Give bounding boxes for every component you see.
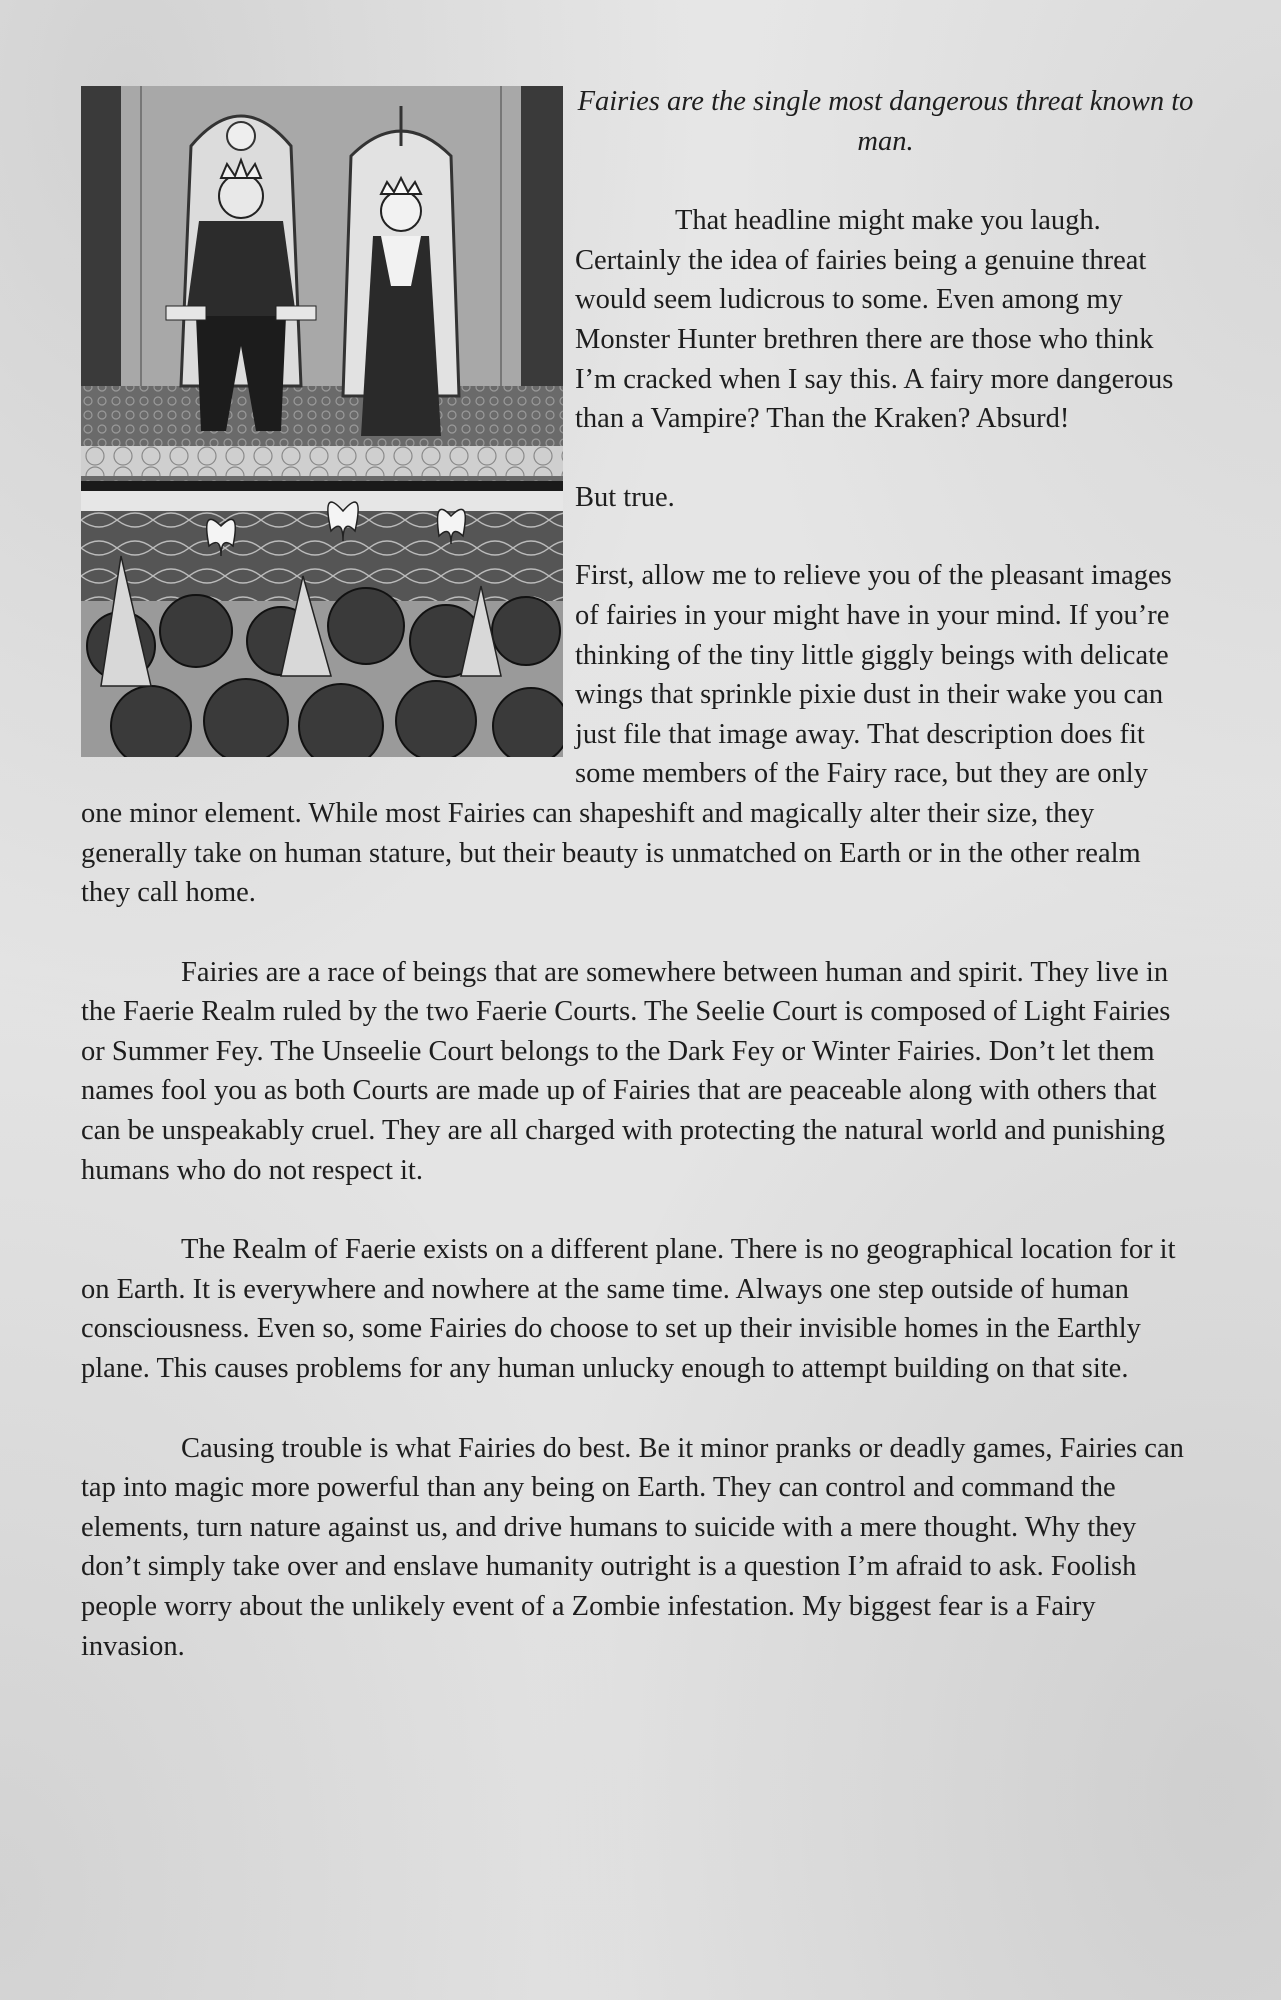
article-paragraph-5: The Realm of Faerie exists on a different plane. There is no geographical location for it on Earth. It is everywhere and nowhere at the same time. Always one step outside of human consciousness. Even so, some Fairies do choose to set up their invisible homes in the Earthly plane. This causes problems for any human unlucky enough to attempt building on that site. [81,1234,1176,1385]
article-paragraph-4: Fairies are a race of beings that are somewhere between human and spirit. They live in the Faerie Realm ruled by the two Faerie Courts. The Seelie Court is composed of Light Fairies or Summer Fey. The Unseelie Court belongs to the Dark Fey or Winter Fairies. Don’t let them names fool you as both Courts are made up of Fairies that are peaceable along with others that can be unspeakably cruel. They are all charged with protecting the natural world and punishing humans who do not respect it. [81,956,1171,1186]
article-paragraph-3: First, allow me to relieve you of the pleasant images of fairies in your might have in your mind. If you’re thinking of the tiny little giggly beings with delicate wings that sprinkle pixie dust in their wake you can just file that image away. That description does fit some members of the Fairy race, but they are only one minor element. While most Fairies can shapeshift and magically alter their size, they generally take on human stature, but their beauty is unmatched on Earth or in the other realm they call home. [81,560,1172,909]
article-paragraph-1: That headline might make you laugh. Certainly the idea of fairies being a genuine threat would seem ludicrous to some. Even among my Monster Hunter brethren there are those who think I’m cracked when I say this. A fairy more dangerous than a Vampire? Than the Kraken? Absurd! [575,205,1174,435]
article-paragraph-6: Causing trouble is what Fairies do best. Be it minor pranks or deadly games, Fairies can tap into magic more powerful than any being on Earth. They can control and command the elements, turn nature against us, and drive humans to suicide with a mere thought. Why they don’t simply take over and enslave humanity outright is a question I’m afraid to ask. Foolish people worry about the unlikely event of a Zombie infestation. My biggest fear is a Fairy invasion. [81,1432,1184,1662]
fairy-court-drawing [81,86,563,757]
article-paragraph-2: But true. [575,481,675,513]
article-headline: Fairies are the single most dangerous threat known to man. [577,86,1194,157]
fairy-court-illustration [81,86,563,757]
article-body [81,82,1196,1666]
